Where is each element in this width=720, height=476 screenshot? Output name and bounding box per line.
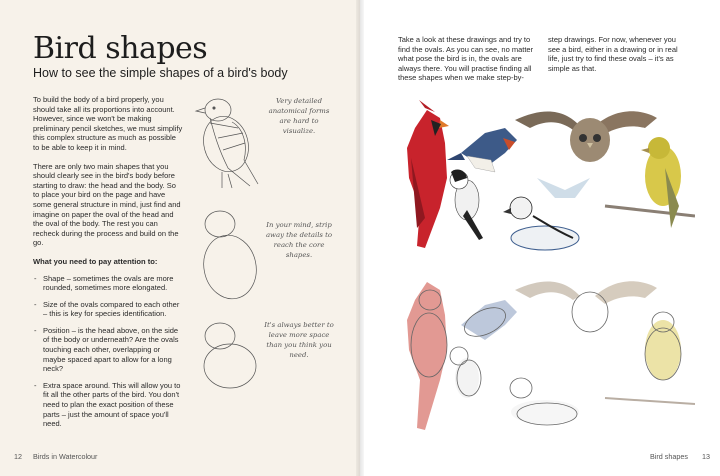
page-subtitle: How to see the simple shapes of a bird's body bbox=[33, 66, 288, 80]
intro-text-col1: Take a look at these drawings and try to find the ovals. As you can see, no matter what pose the bird is in, the ovals are always there. You will practise finding all these shapes when we make step-by- bbox=[398, 35, 534, 83]
list-item: - Shape – sometimes the ovals are more rounded, sometimes more elongated. bbox=[33, 274, 183, 293]
attention-list bbox=[33, 274, 183, 429]
finch-illustration bbox=[641, 137, 681, 228]
cardinal-illustration bbox=[407, 100, 449, 248]
handwritten-note: Very detailed anatomical forms are hard to visualize. bbox=[268, 97, 330, 135]
watercolour-birds bbox=[395, 98, 695, 258]
duck-illustration bbox=[503, 197, 579, 250]
paragraph: To build the body of a bird properly, you should take all its proportions into account. However, since we won't be making preliminary pencil sketches, we must simplify this complex structure as much as possible to be able to keep it in mind. bbox=[33, 95, 183, 152]
owl-illustration bbox=[515, 111, 657, 162]
footer-page-number: 13 bbox=[702, 452, 710, 461]
handwritten-note: It's always better to leave more space than you think you need. bbox=[264, 321, 334, 359]
gull-illustration bbox=[537, 178, 590, 198]
attention-heading: What you need to pay attention to: bbox=[33, 256, 158, 266]
watercolour-birds-ovals bbox=[395, 270, 695, 445]
body-text bbox=[33, 95, 183, 436]
list-item: - Extra space around. This will allow you to fit all the other parts of the bird. You don't need to plan the exact position of these parts – just the amount of space you'll need. bbox=[33, 381, 183, 429]
paragraph: There are only two main shapes that you should clearly see in the bird's body before starting to draw: the head and the body. So to place your bird on the page and have some general structure in mind, just find and imagine on paper the oval of the head and the oval of the body. The rest you can recheck during the process and build on the go. bbox=[33, 161, 181, 248]
swallow-illustration bbox=[447, 128, 517, 172]
footer-book-title: Birds in Watercolour bbox=[33, 452, 98, 461]
list-item: - Size of the ovals compared to each other – this is key for species identification. bbox=[33, 300, 183, 319]
footer-section-title: Bird shapes bbox=[650, 452, 688, 461]
intro-text-col2: step drawings. For now, whenever you see a bird, either in a drawing or in real life, just try to find these ovals – it's as simple as that. bbox=[548, 35, 678, 73]
page-title: Bird shapes bbox=[33, 31, 208, 66]
list-item: - Position – is the head above, on the side of the body or underneath? Are the ovals touching each other, overlapping or maybe spaced apart to allow for a long neck? bbox=[33, 326, 183, 374]
handwritten-note: In your mind, strip away the details to reach the core shapes. bbox=[265, 221, 333, 259]
sketch-oval-pair-1 bbox=[196, 207, 266, 312]
book-gutter bbox=[356, 0, 364, 476]
sketch-oval-pair-2 bbox=[196, 318, 266, 393]
footer-page-number: 12 bbox=[14, 452, 22, 461]
wagtail-illustration bbox=[450, 170, 483, 240]
sketch-bird-illustration bbox=[188, 88, 270, 198]
